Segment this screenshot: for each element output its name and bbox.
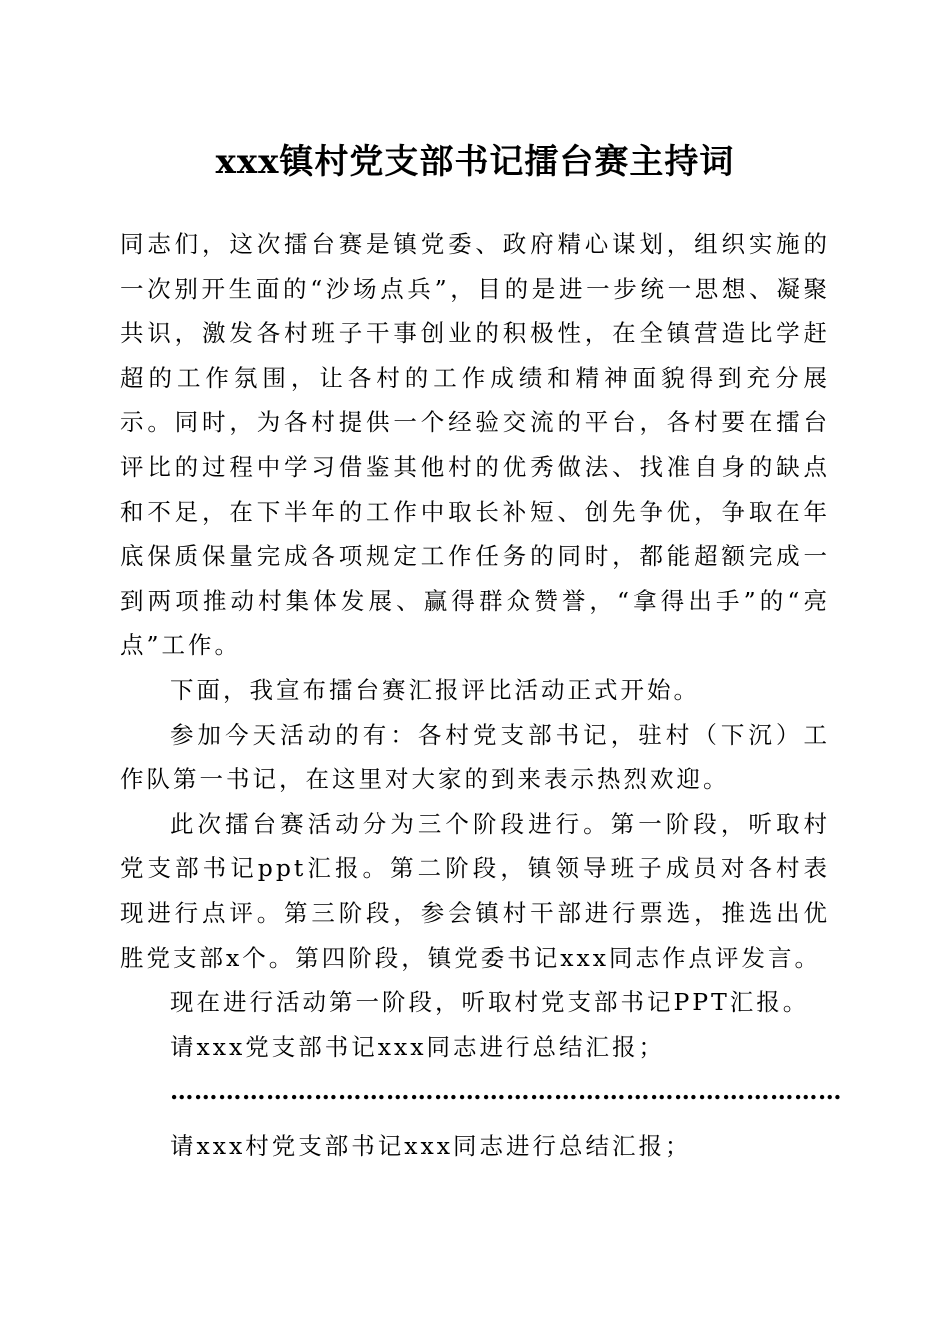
ellipsis-separator: …………………………………………………………………………	[170, 1077, 842, 1106]
paragraph-stage-one: 现在进行活动第一阶段，听取村党支部书记PPT汇报。	[170, 988, 810, 1017]
paragraph-announcement: 下面，我宣布擂台赛汇报评比活动正式开始。	[170, 675, 700, 704]
paragraph-first-report: 请xxx党支部书记xxx同志进行总结汇报；	[170, 1032, 666, 1061]
paragraph-next-report: 请xxx村党支部书记xxx同志进行总结汇报；	[170, 1131, 692, 1160]
document-body	[120, 222, 842, 1168]
document-title: xxx镇村党支部书记擂台赛主持词	[215, 142, 735, 182]
paragraph-attendees: 参加今天活动的有：各村党支部书记，驻村（下沉）工作队第一书记，在这里对大家的到来表示热烈欢迎。	[120, 720, 830, 794]
paragraph-intro: 同志们，这次擂台赛是镇党委、政府精心谋划，组织实施的一次别开生面的“沙场点兵”，目的是进一步统一思想、凝聚共识，激发各村班子干事创业的积极性，在全镇营造比学赶超的工作氛围，让各村的工作成绩和精神面貌得到充分展示。同时，为各村提供一个经验交流的平台，各村要在擂台评比的过程中学习借鉴其他村的优秀做法、找准自身的缺点和不足，在下半年的工作中取长补短、创先争优，争取在年底保质保量完成各项规定工作任务的同时，都能超额完成一到两项推动村集体发展、赢得群众赞誉，“拿得出手”的“亮点”工作。	[120, 230, 830, 660]
paragraph-stages: 此次擂台赛活动分为三个阶段进行。第一阶段，听取村党支部书记ppt汇报。第二阶段，镇领导班子成员对各村表现进行点评。第三阶段，参会镇村干部进行票选，推选出优胜党支部x个。第四阶段，镇党委书记xxx同志作点评发言。	[120, 809, 830, 972]
